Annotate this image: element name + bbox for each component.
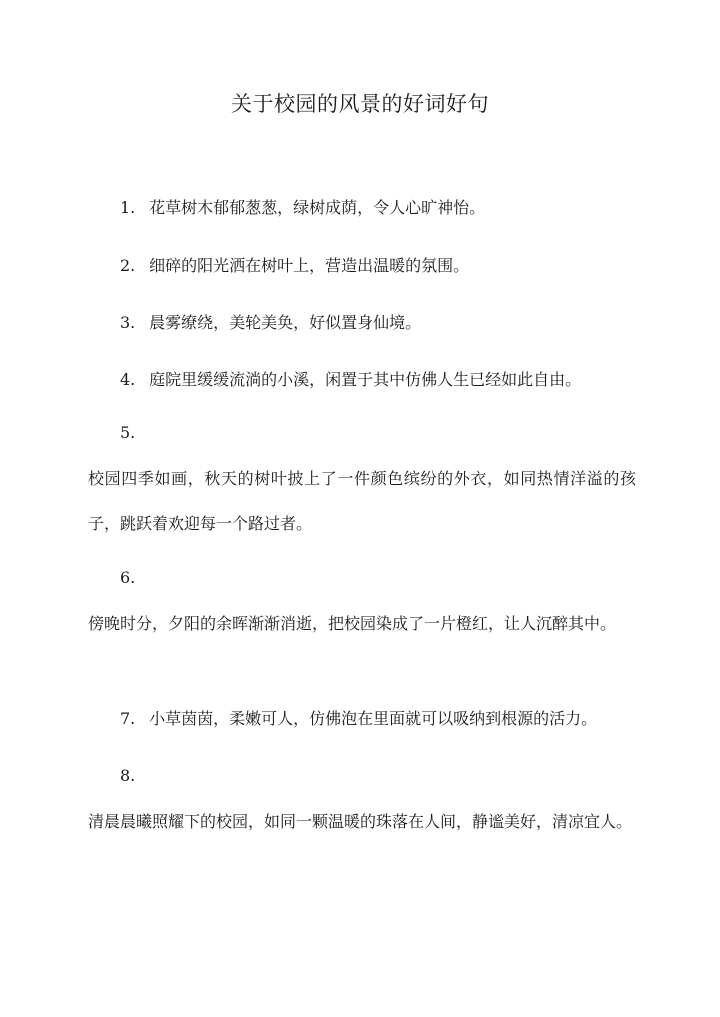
- item-text: 校园四季如画，秋天的树叶披上了一件颜色缤纷的外衣，如同热情洋溢的孩子，跳跃着欢迎每一个路过者。: [88, 469, 636, 533]
- item-number: 3.: [120, 313, 136, 332]
- list-item: [88, 311, 636, 335]
- item-number: 6.: [120, 568, 136, 587]
- item-text: 小草茵茵，柔嫩可人，仿佛泡在里面就可以吸纳到根源的活力。: [149, 709, 598, 728]
- list-item: [88, 254, 636, 278]
- item-text: 傍晚时分，夕阳的余晖渐渐消逝，把校园染成了一片橙红，让人沉醉其中。: [88, 614, 617, 633]
- item-text: 晨雾缭绕，美轮美奂，好似置身仙境。: [149, 313, 422, 332]
- item-number: 2.: [120, 256, 136, 275]
- list-item: [88, 707, 636, 731]
- item-text: 细碎的阳光洒在树叶上，营造出温暖的氛围。: [149, 256, 470, 275]
- item-text: 清晨晨曦照耀下的校园，如同一颗温暖的珠落在人间，静谧美好，清凉宜人。: [88, 812, 633, 831]
- item-text: 花草树木郁郁葱葱，绿树成荫，令人心旷神怡。: [149, 198, 486, 217]
- item-number: 8.: [120, 766, 136, 785]
- item-number: 5.: [120, 423, 136, 442]
- item-number: 7.: [120, 709, 136, 728]
- page-title: 关于校园的风景的好词好句: [231, 92, 489, 116]
- list-item: [88, 196, 636, 220]
- item-text: 庭院里缓缓流淌的小溪，闲置于其中仿佛人生已经如此自由。: [149, 370, 582, 389]
- list-item: [88, 368, 636, 392]
- item-number: 4.: [120, 370, 136, 389]
- item-number: 1.: [120, 198, 136, 217]
